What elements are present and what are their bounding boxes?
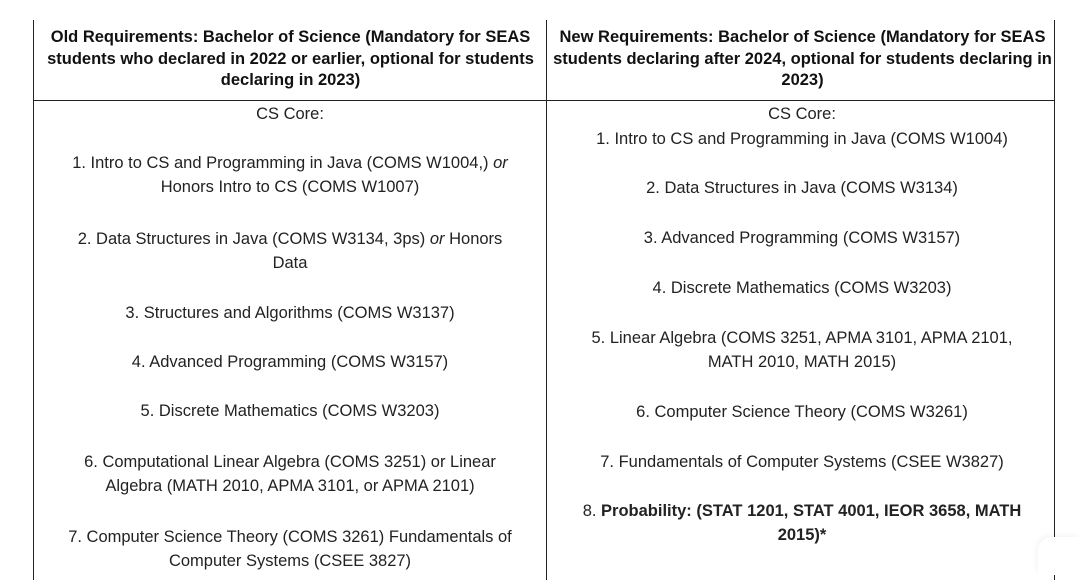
old-item-3: 3. Structures and Algorithms (COMS W3137) [34, 303, 546, 325]
new-item-8-line-1: 8. Probability: (STAT 1201, STAT 4001, IEOR 3658, MATH [548, 501, 1056, 523]
new-core-label: CS Core: [548, 104, 1056, 126]
old-item-1-line-2: Honors Intro to CS (COMS W1007) [34, 177, 546, 199]
new-item-6: 6. Computer Science Theory (COMS W3261) [548, 402, 1056, 424]
new-item-5-line-2: MATH 2010, MATH 2015) [548, 352, 1056, 374]
header-divider [34, 100, 1054, 101]
old-item-7-line-2: Computer Systems (CSEE 3827) [34, 551, 546, 573]
new-item-1: 1. Intro to CS and Programming in Java (COMS W1004) [548, 129, 1056, 151]
old-item-6-line-2: Algebra (MATH 2010, APMA 3101, or APMA 2101) [34, 476, 546, 498]
old-item-1-line-1: 1. Intro to CS and Programming in Java (COMS W1004,) or [34, 153, 546, 175]
requirements-table [33, 20, 1055, 580]
new-item-8-line-2: 2015)* [548, 525, 1056, 547]
corner-overlay [1038, 537, 1080, 575]
new-item-7: 7. Fundamentals of Computer Systems (CSEE W3827) [548, 452, 1056, 474]
old-requirements-header: Old Requirements: Bachelor of Science (Mandatory for SEAS students who declared in 2022 or earlier, optional for students declaring in 2023) [38, 27, 543, 92]
old-item-4: 4. Advanced Programming (COMS W3157) [34, 352, 546, 374]
new-item-5-line-1: 5. Linear Algebra (COMS 3251, APMA 3101, APMA 2101, [548, 328, 1056, 350]
old-core-label: CS Core: [34, 104, 546, 126]
column-divider [546, 20, 547, 580]
new-requirements-header: New Requirements: Bachelor of Science (Mandatory for SEAS students declaring after 2024, optional for students declaring in 2023) [550, 27, 1055, 92]
new-item-2: 2. Data Structures in Java (COMS W3134) [548, 178, 1056, 200]
old-item-7-line-1: 7. Computer Science Theory (COMS 3261) Fundamentals of [34, 527, 546, 549]
new-item-3: 3. Advanced Programming (COMS W3157) [548, 228, 1056, 250]
old-item-5: 5. Discrete Mathematics (COMS W3203) [34, 401, 546, 423]
old-item-2-line-1: 2. Data Structures in Java (COMS W3134, 3ps) or Honors [34, 229, 546, 251]
old-item-6-line-1: 6. Computational Linear Algebra (COMS 3251) or Linear [34, 452, 546, 474]
new-item-4: 4. Discrete Mathematics (COMS W3203) [548, 278, 1056, 300]
old-item-2-line-2: Data [34, 253, 546, 275]
